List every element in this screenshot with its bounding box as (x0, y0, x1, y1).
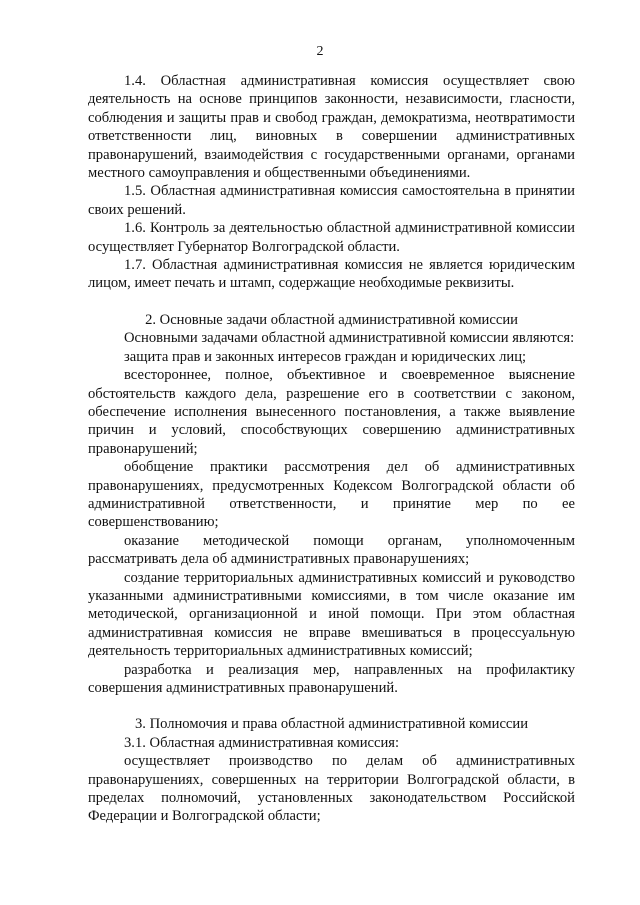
clause-1-4: 1.4. Областная административная комиссия осуществляет свою деятельность на основе принципов законности, независимости, гласности, соблюдения и защиты прав и свобод граждан, демократизма, неотвратимости ответственности лиц, виновных в совершении административных правонарушений, взаимодействия с государственными органами, органами местного самоуправления и общественными объединениями. (88, 73, 575, 182)
clause-1-7: 1.7. Областная административная комиссия не является юридическим лицом, имеет печать и штамп, содержащие необходимые реквизиты. (88, 257, 575, 292)
task-item: разработка и реализация мер, направленных на профилактику совершения административных правонарушений. (88, 661, 575, 696)
task-item: защита прав и законных интересов граждан и юридических лиц; (124, 348, 527, 365)
task-item: оказание методической помощи органам, уполномоченным рассматривать дела об административных правонарушениях; (88, 532, 575, 568)
page-number: 2 (316, 44, 324, 59)
clause-3-1: 3.1. Областная административная комиссия: (124, 734, 400, 751)
task-item: обобщение практики рассмотрения дел об административных правонарушениях, предусмотренных Кодексом Волгоградской области об административной ответственности, и принятие мер по ее совершенствованию; (88, 459, 575, 531)
clause-1-5: 1.5. Областная административная комиссия самостоятельна в принятии своих решений. (88, 183, 575, 218)
task-item: создание территориальных административных комиссий и руководство указанными административными комиссиями, в том числе оказание им методической, организационной и иной помощи. При этом областная административная комиссия не вправе вмешиваться в процессуальную деятельность территориальных административных комиссий; (88, 569, 575, 660)
task-item: всестороннее, полное, объективное и своевременное выяснение обстоятельств каждого дела, разрешение его в соответствии с законом, обеспечение исполнения вынесенного постановления, а также выявление причин и условий, способствующих совершению административных правонарушений; (88, 367, 575, 457)
section-2-intro: Основными задачами областной административной комиссии являются: (124, 330, 575, 347)
clause-1-6: 1.6. Контроль за деятельностью областной административной комиссии осуществляет Губернатор Волгоградской области. (88, 220, 575, 255)
section-2-heading: 2. Основные задачи областной административной комиссии (145, 311, 518, 328)
section-3-heading: 3. Полномочия и права областной административной комиссии (134, 716, 529, 733)
power-item: осуществляет производство по делам об административных правонарушениях, совершенных на территории Волгоградской области, в пределах полномочий, установленных законодательством Российской Федерации и Волгоградской области; (88, 753, 575, 825)
document-body (88, 72, 575, 826)
